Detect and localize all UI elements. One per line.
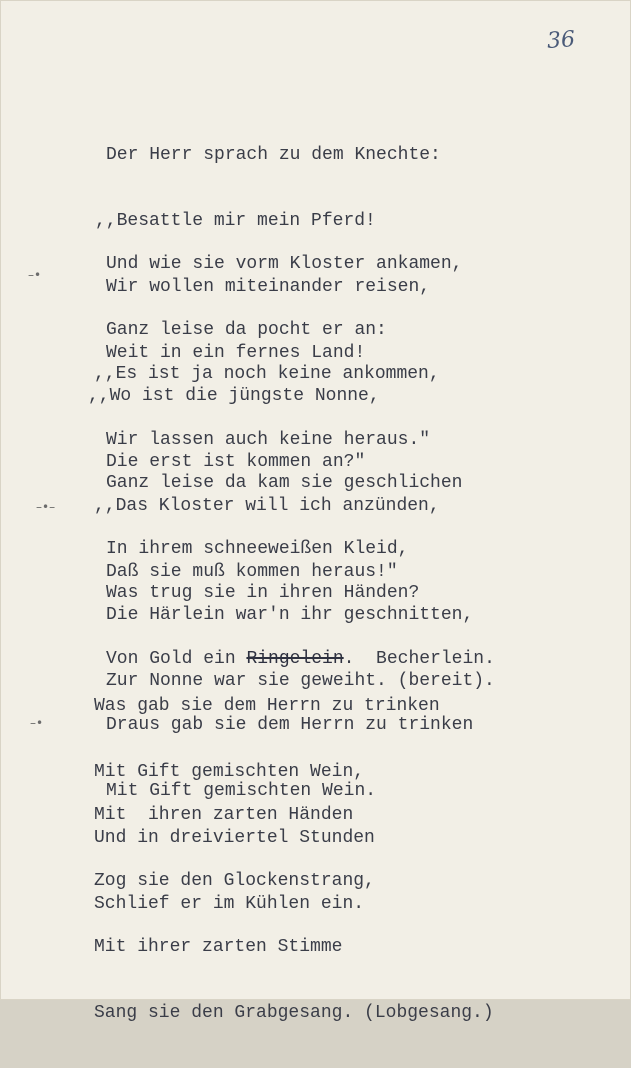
verse-line: Sang sie den Grabgesang. (Lobgesang.): [94, 1003, 494, 1023]
verse-line: Und wie sie vorm Kloster ankamen,: [106, 254, 463, 274]
verse-line: Und in dreiviertel Stunden: [94, 828, 375, 848]
verse-line-part: Von Gold ein: [106, 649, 247, 669]
verse-line-part: . Becherlein.: [343, 649, 495, 669]
verse-line: Was gab sie dem Herrn zu trinken: [94, 696, 440, 716]
verse-line: Ganz leise da kam sie geschlichen: [106, 473, 463, 493]
verse-line: Wir wollen miteinander reisen,: [106, 277, 431, 297]
verse-line: Mit ihren zarten Händen: [94, 805, 354, 825]
verse-line: Zur Nonne war sie geweiht. (bereit).: [106, 671, 495, 691]
verse-line: Zog sie den Glockenstrang,: [94, 871, 375, 891]
verse-line: Daß sie muß kommen heraus!": [106, 562, 398, 582]
verse-line: In ihrem schneeweißen Kleid,: [106, 539, 409, 559]
margin-mark-1: –•: [28, 268, 42, 282]
verse-line: ,,Besattle mir mein Pferd!: [95, 211, 376, 231]
verse-line: Weit in ein fernes Land!: [106, 343, 366, 363]
struck-word: Ringelein: [246, 649, 344, 669]
stanza-7: [94, 760, 494, 1068]
verse-line: Mit ihrer zarten Stimme: [94, 937, 343, 957]
verse-line: Ganz leise da pocht er an:: [106, 320, 387, 340]
page-number: 36: [546, 27, 576, 54]
verse-line: Was trug sie in ihren Händen?: [106, 583, 420, 603]
verse-line: ,,Es ist ja noch keine ankommen,: [94, 364, 440, 384]
verse-line: Wir lassen auch keine heraus.": [106, 430, 431, 450]
verse-line: Draus gab sie dem Herrn zu trinken: [106, 715, 474, 735]
verse-line: Die Härlein war'n ihr geschnitten,: [106, 605, 474, 625]
verse-line: ,,Das Kloster will ich anzünden,: [94, 496, 440, 516]
margin-mark-2: –•–: [36, 500, 56, 514]
verse-line: ,,Wo ist die jüngste Nonne,: [88, 386, 380, 406]
verse-line: Schlief er im Kühlen ein.: [94, 894, 365, 914]
verse-line: Der Herr sprach zu dem Knechte:: [106, 145, 441, 165]
verse-line: Mit Gift gemischten Wein,: [94, 762, 365, 782]
verse-line: Mit Gift gemischten Wein.: [106, 781, 377, 801]
margin-mark-3: –•: [30, 716, 44, 730]
verse-line: Die erst ist kommen an?": [106, 452, 366, 472]
